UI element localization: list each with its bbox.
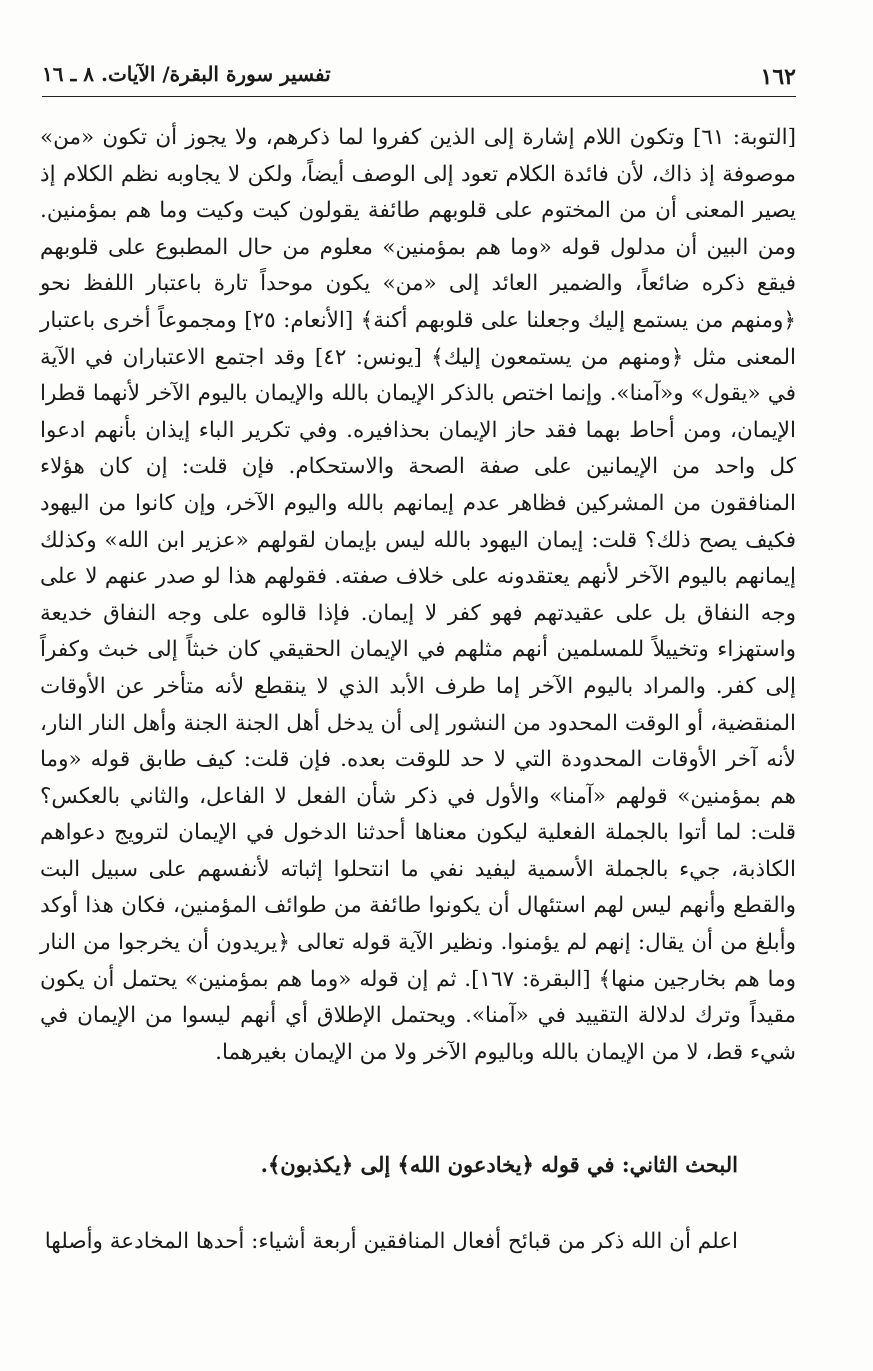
body-paragraph: [التوبة: ٦١] وتكون اللام إشارة إلى الذين كفروا لما ذكرهم، ولا يجوز أن تكون «من» موصوفة إذ ذاك، لأن فائدة الكلام تعود إلى الوصف أيضاً، ولكن لا يجاوبه نظم الكلام إذ يصير المعنى أن من المختوم على قلوبهم طائفة يقولون كيت وكيت وما هم بمؤمنين. ومن البين أن مدلول قوله «وما هم بمؤمنين» معلوم من حال المطبوع على قلوبهم فيقع ذكره ضائعاً، والضمير العائد إلى «من» يكون موحداً تارة باعتبار اللفظ نحو ﴿ومنهم من يستمع إليك وجعلنا على قلوبهم أكنة﴾ [الأنعام: ٢٥] ومجموعاً أخرى باعتبار المعنى مثل ﴿ومنهم من يستمعون إليك﴾ [يونس: ٤٢] وقد اجتمع الاعتباران في الآية في «يقول» و«آمنا». وإنما اختص بالذكر الإيمان بالله والإيمان باليوم الآخر لأنهما قطرا الإيمان، ومن أحاط بهما فقد حاز الإيمان بحذافيره. وفي تكرير الباء إيذان بأنهم ادعوا كل واحد من الإيمانين على صفة الصحة والاستحكام. فإن قلت: إن كان هؤلاء المنافقون من المشركين فظاهر عدم إيمانهم بالله واليوم الآخر، وإن كانوا من اليهود فكيف يصح ذلك؟ قلت: إيمان اليهود بالله ليس بإيمان لقولهم «عزير ابن الله» وكذلك إيمانهم باليوم الآخر لأنهم يعتقدونه على خلاف صفته. فقولهم هذا لو صدر عنهم لا على وجه النفاق بل على عقيدتهم فهو كفر لا إيمان. فإذا قالوه على وجه النفاق خديعة واستهزاء وتخييلاً للمسلمين أنهم مثلهم في الإيمان الحقيقي كان خبثاً إلى خبث وكفراً إلى كفر. والمراد باليوم الآخر إما طرف الأبد الذي لا ينقطع لأنه متأخر عن الأوقات المنقضية، أو الوقت المحدود من النشور إلى أن يدخل أهل الجنة الجنة وأهل النار النار، لأنه آخر الأوقات المحدودة التي لا حد للوقت بعده. فإن قلت: كيف طابق قوله «وما هم بمؤمنين» قولهم «آمنا» والأول في ذكر شأن الفعل لا الفاعل، والثاني بالعكس؟ قلت: لما أتوا بالجملة الفعلية ليكون معناها أحدثنا الدخول في الإيمان لترويج دعواهم الكاذبة، جيء بالجملة الأسمية ليفيد نفي ما انتحلوا إثباته لأنفسهم على سبيل البت والقطع وأنهم ليس لهم استئهال أن يكونوا طائفة من طوائف المؤمنين، فكان هذا أوكد وأبلغ من أن يقال: إنهم لم يؤمنوا. ونظير الآية قوله تعالى ﴿يريدون أن يخرجوا من النار وما هم بخارجين منها﴾ [البقرة: ١٦٧]. ثم إن قوله «وما هم بمؤمنين» يحتمل أن يكون مقيداً وترك لدلالة التقييد في «آمنا». ويحتمل الإطلاق أي أنهم ليسوا من الإيمان في شيء قط، لا من الإيمان بالله وباليوم الآخر ولا من الإيمان بغيرهما.	[40, 125, 797, 1065]
page-number: ١٦٢	[760, 64, 796, 90]
main-text	[40, 120, 796, 1071]
section-heading: البحث الثاني: في قوله ﴿يخادعون الله﴾ إلى ﴿يكذبون﴾.	[260, 1152, 738, 1177]
running-title: تفسير سورة البقرة/ الآيات. ٨ ـ ١٦	[42, 62, 331, 86]
page-header	[42, 62, 796, 97]
section-first-line: اعلم أن الله ذكر من قبائح أفعال المنافقين أربعة أشياء: أحدها المخادعة وأصلها	[44, 1229, 738, 1254]
